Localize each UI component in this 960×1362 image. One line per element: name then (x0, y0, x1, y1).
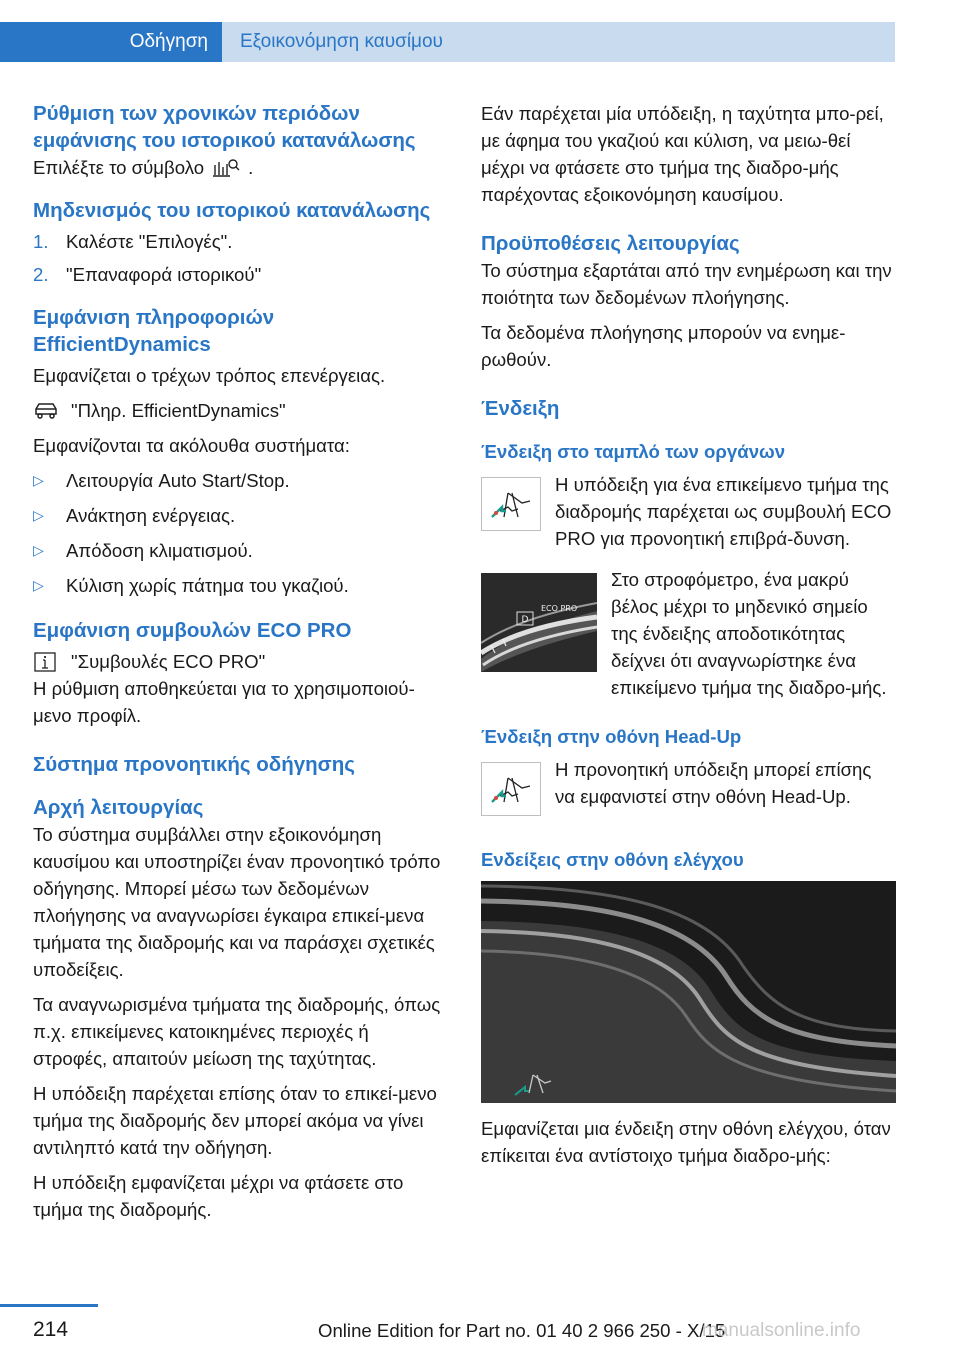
online-edition-text: Online Edition for Part no. 01 40 2 966 250 - X/15 (318, 1320, 726, 1341)
road-curves-graphic (481, 881, 896, 1103)
page-number: 214 (33, 1318, 69, 1341)
heading-history-periods: Ρύθμιση των χρονικών περιόδων εμφάνισης του ιστορικού κατανάλωσης (33, 102, 416, 152)
triangle-bullet-icon: ▷ (33, 577, 44, 593)
paragraph-systems-shown: Εμφανίζονται τα ακόλουθα συστήματα: (33, 435, 350, 456)
list-item: ▷ Κύλιση χωρίς πάτημα του γκαζιού. (33, 572, 448, 599)
heading-predictive-system: Σύστημα προνοητικής οδήγησης (33, 753, 355, 776)
paragraph-hint-duration: Η υπόδειξη εμφανίζεται μέχρι να φτάσετε στο τμήμα της διαδρομής. (33, 1172, 404, 1220)
paragraph-eco-pro-tip: Η υπόδειξη για ένα επικείμενο τμήμα της διαδρομής παρέχεται ως συμβουλή ECO PRO για προνοητική επιβρά-δυνση. (555, 474, 892, 549)
list-item: ▷ Απόδοση κλιματισμού. (33, 537, 448, 564)
paragraph-navigation-update: Τα δεδομένα πλοήγησης μπορούν να ενημε-ρωθούν. (481, 322, 846, 370)
svg-text:D: D (521, 615, 529, 625)
header-tabs (0, 22, 895, 62)
paragraph-info-menu: "Πληρ. EfficientDynamics" (33, 397, 448, 424)
paragraph-tachometer-arrow: Στο στροφόμετρο, ένα μακρύ βέλος μέχρι το μηδενικό σημείο της ένδειξης αποδοτικότητας δείχνει ότι αναγνωρίστηκε ένα επικείμενο τμήμα της διαδρο-μής. (611, 569, 887, 698)
left-column (33, 100, 448, 1223)
paragraph-control-display-hint: Εμφανίζεται μια ένδειξη στην οθόνη ελέγχου, όταν επίκειται ένα αντίστοιχο τμήμα διαδρο-μής: (481, 1118, 891, 1166)
chart-settings-icon (212, 156, 240, 178)
triangle-bullet-icon: ▷ (33, 542, 44, 558)
heading-reset-history: Μηδενισμός του ιστορικού κατανάλωσης (33, 199, 431, 222)
paragraph-recognized-segments: Τα αναγνωρισμένα τμήματα της διαδρομής, όπως π.χ. επικείμενες κατοικημένες περιοχές ή στροφές, απαιτούν μείωση της ταχύτητας. (33, 994, 441, 1069)
car-icon (33, 399, 61, 421)
paragraph-eco-menu: "Συμβουλές ECO PRO" (33, 648, 448, 675)
right-column (481, 100, 896, 1169)
svg-text:ECO PRO: ECO PRO (541, 604, 578, 613)
paragraph-principle: Το σύστημα συμβάλλει στην εξοικονόμηση καυσίμου και υποστηρίζει έναν προνοητικό τρόπο οδήγησης. Μπορεί μέσω των δεδομένων πλοήγησης να αναγνωρίσει έγκαιρα επικεί-μενα τμήματα της διαδρομής και να παράσχει σχετικές υποδείξεις. (33, 824, 441, 980)
tab-driving[interactable]: Οδήγηση (0, 22, 222, 62)
tachometer-graphic (481, 573, 597, 672)
list-item: ▷ Ανάκτηση ενέργειας. (33, 502, 448, 529)
control-display-image (481, 881, 896, 1103)
predictive-hint-image (481, 477, 541, 531)
heading-control-display: Ενδείξεις στην οθόνη ελέγχου (481, 849, 744, 870)
list-item: 2. "Επαναφορά ιστορικού" (33, 264, 262, 285)
reset-steps (33, 228, 448, 288)
paragraph-profile-saved: Η ρύθμιση αποθηκεύεται για το χρησιμοποιού-μενο προφίλ. (33, 678, 415, 726)
select-symbol-end: . (248, 157, 254, 178)
tab-fuel-economy[interactable]: Εξοικονόμηση καυσίμου (222, 22, 895, 62)
tachometer-image (481, 573, 597, 672)
heading-efficientdynamics-info: Εμφάνιση πληροφοριών EfficientDynamics (33, 306, 275, 356)
predictive-hint-image-hud (481, 762, 541, 816)
paragraph-select-symbol (33, 154, 448, 181)
heading-instrument-display: Ένδειξη στο ταμπλό των οργάνων (481, 441, 786, 462)
heading-eco-pro-tips: Εμφάνιση συμβουλών ECO PRO (33, 619, 352, 642)
info-icon (33, 652, 61, 674)
heading-display: Ένδειξη (481, 397, 560, 420)
road-curve-icon (488, 772, 534, 806)
list-item: 1. Καλέστε "Επιλογές". (33, 231, 233, 252)
heading-principle: Αρχή λειτουργίας (33, 796, 204, 819)
footer-rule (0, 1304, 98, 1307)
heading-requirements: Προϋποθέσεις λειτουργίας (481, 232, 740, 255)
paragraph-hud-hint: Η προνοητική υπόδειξη μπορεί επίσης να εμφανιστεί στην οθόνη Head-Up. (555, 759, 872, 807)
heading-head-up-display: Ένδειξη στην οθόνη Head-Up (481, 726, 742, 747)
paragraph-current-mode: Εμφανίζεται ο τρέχων τρόπος επενέργειας. (33, 365, 386, 386)
road-curve-icon (488, 487, 534, 521)
select-symbol-text: Επιλέξτε το σύμβολο (33, 157, 205, 178)
paragraph-hint-not-visible: Η υπόδειξη παρέχεται επίσης όταν το επικεί-μενο τμήμα της διαδρομής δεν μπορεί ακόμα να γίνει αντιληπτό κατά την οδήγηση. (33, 1083, 437, 1158)
triangle-bullet-icon: ▷ (33, 472, 44, 488)
list-item: ▷ Λειτουργία Auto Start/Stop. (33, 467, 448, 494)
systems-list (33, 467, 448, 599)
watermark-text: manualsonline.info (702, 1320, 861, 1341)
paragraph-speed-reduction: Εάν παρέχεται μία υπόδειξη, η ταχύτητα μπο-ρεί, με άφημα του γκαζιού και κύλιση, να μειω-θεί μέχρι να φτάσετε στο τμήμα της διαδρο-μής παρέχοντας εξοικονόμηση καυσίμου. (481, 103, 884, 205)
paragraph-navigation-dependency: Το σύστημα εξαρτάται από την ενημέρωση και την ποιότητα των δεδομένων πλοήγησης. (481, 260, 892, 308)
triangle-bullet-icon: ▷ (33, 507, 44, 523)
